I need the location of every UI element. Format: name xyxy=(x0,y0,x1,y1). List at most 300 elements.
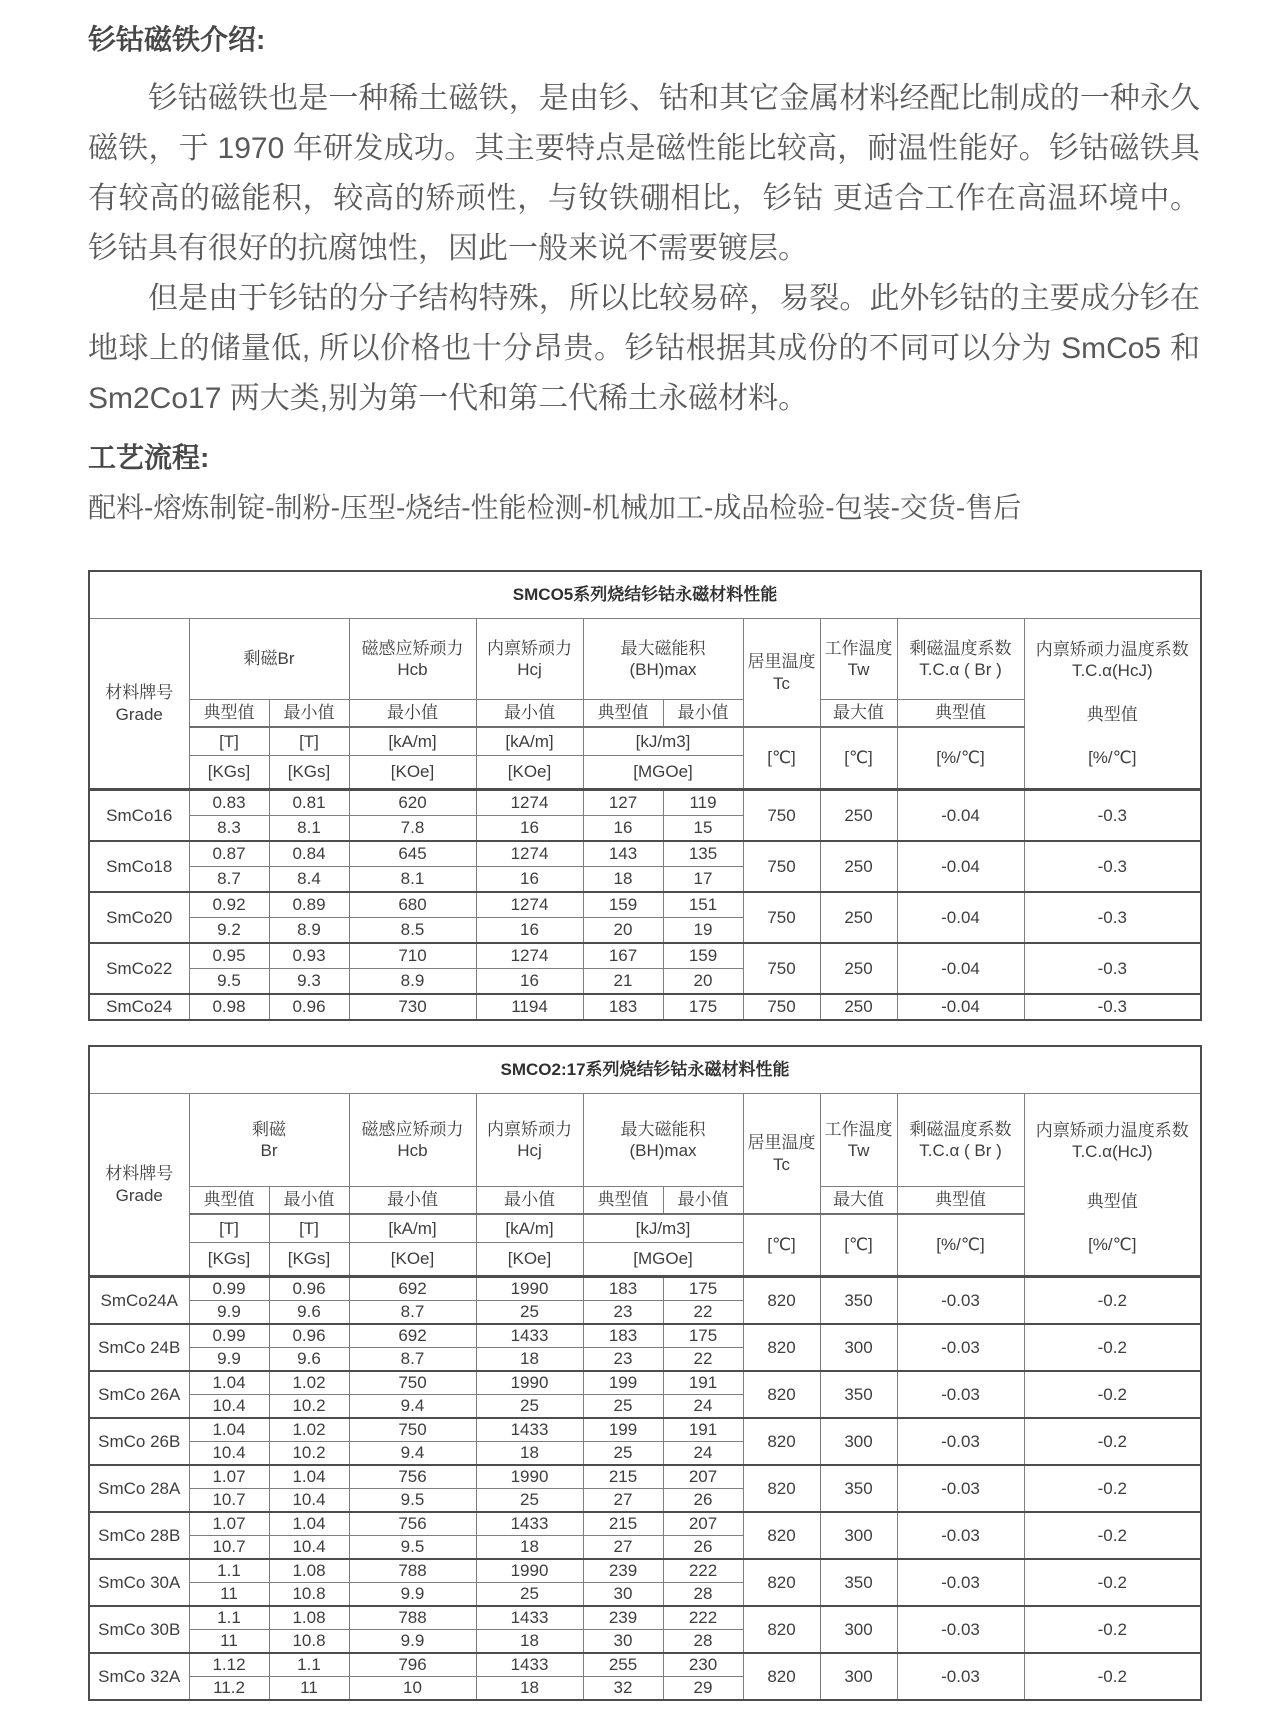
performance-table xyxy=(88,570,1202,1021)
grade-header-cell xyxy=(89,1094,189,1277)
unit-cell: [℃] xyxy=(743,1214,820,1277)
unit-cell: [T] xyxy=(269,1214,349,1243)
document-page xyxy=(88,0,1200,1701)
value-cell: 788 xyxy=(349,1606,476,1630)
value-cell: 1.04 xyxy=(269,1465,349,1489)
unit-cell: [T] xyxy=(189,727,269,756)
smco217-performance-table xyxy=(88,1045,1200,1701)
value-cell: 0.83 xyxy=(189,790,269,816)
tca-br-value-cell: -0.03 xyxy=(897,1277,1024,1325)
value-cell: 28 xyxy=(663,1630,743,1654)
tca-br-value-cell: -0.03 xyxy=(897,1371,1024,1418)
value-cell: 207 xyxy=(663,1465,743,1489)
value-cell: 230 xyxy=(663,1653,743,1677)
value-cell: 23 xyxy=(583,1301,663,1325)
value-cell: 16 xyxy=(583,816,663,842)
unit-cell: [℃] xyxy=(820,727,897,790)
value-cell: 167 xyxy=(583,943,663,969)
value-cell: 199 xyxy=(583,1418,663,1442)
tca-br-value-cell: -0.03 xyxy=(897,1653,1024,1700)
unit-cell: [KOe] xyxy=(349,1243,476,1277)
value-cell: 25 xyxy=(583,1395,663,1419)
intro-paragraph-2: 但是由于钐钴的分子结构特殊，所以比较易碎，易裂。此外钐钴的主要成分钐在地球上的储量低, 所以价格也十分昂贵。钐钴根据其成份的不同可以分为 SmCo5 和 Sm2Co17 两大类,别为第一代和第二代稀土永磁材料。 xyxy=(88,282,1200,415)
value-cell: 620 xyxy=(349,790,476,816)
sub-header-cell: 最小值 xyxy=(476,700,583,728)
header-text: 材料牌号 Grade xyxy=(105,683,174,724)
header-hcb: 磁感应矫顽力 Hcb xyxy=(349,619,476,700)
value-cell: 750 xyxy=(349,1371,476,1395)
value-cell: 207 xyxy=(663,1512,743,1536)
header-text: [%/℃] xyxy=(1088,748,1137,768)
value-cell: 10.4 xyxy=(189,1442,269,1466)
tc-value-cell: 820 xyxy=(743,1418,820,1465)
value-cell: 0.95 xyxy=(189,943,269,969)
value-cell: 26 xyxy=(663,1489,743,1513)
value-cell: 1990 xyxy=(476,1371,583,1395)
value-cell: 1.02 xyxy=(269,1418,349,1442)
process-flow-text: 配料-熔炼制锭-制粉-压型-烧结-性能检测-机械加工-成品检验-包装-交货-售后 xyxy=(88,492,1022,523)
value-cell: 18 xyxy=(476,1348,583,1372)
value-cell: 18 xyxy=(583,867,663,893)
value-cell: 11.2 xyxy=(189,1677,269,1701)
value-cell: 692 xyxy=(349,1324,476,1348)
value-cell: 239 xyxy=(583,1559,663,1583)
value-cell: 9.6 xyxy=(269,1348,349,1372)
tc-value-cell: 750 xyxy=(743,994,820,1020)
performance-table xyxy=(88,1045,1202,1701)
tw-value-cell: 250 xyxy=(820,841,897,892)
tw-value-cell: 250 xyxy=(820,892,897,943)
sub-header-cell: 最小值 xyxy=(349,1187,476,1215)
value-cell: 26 xyxy=(663,1536,743,1560)
value-cell: 1.04 xyxy=(189,1371,269,1395)
value-cell: 27 xyxy=(583,1536,663,1560)
value-cell: 9.4 xyxy=(349,1395,476,1419)
grade-cell: SmCo 28B xyxy=(89,1512,189,1559)
value-cell: 215 xyxy=(583,1465,663,1489)
tw-value-cell: 350 xyxy=(820,1465,897,1512)
value-cell: 25 xyxy=(476,1489,583,1513)
value-cell: 25 xyxy=(476,1583,583,1607)
value-cell: 10.7 xyxy=(189,1489,269,1513)
value-cell: 0.98 xyxy=(189,994,269,1020)
value-cell: 19 xyxy=(663,918,743,944)
sub-header-cell: 典型值 xyxy=(897,700,1024,728)
value-cell: 0.96 xyxy=(269,1277,349,1301)
value-cell: 0.89 xyxy=(269,892,349,918)
unit-cell: [KOe] xyxy=(476,756,583,790)
tca-br-value-cell: -0.04 xyxy=(897,943,1024,994)
value-cell: 199 xyxy=(583,1371,663,1395)
tc-value-cell: 820 xyxy=(743,1324,820,1371)
value-cell: 21 xyxy=(583,969,663,995)
header-tca-br: 剩磁温度系数 T.C.α ( Br ) xyxy=(897,1094,1024,1187)
value-cell: 0.92 xyxy=(189,892,269,918)
value-cell: 0.93 xyxy=(269,943,349,969)
value-cell: 1.1 xyxy=(269,1653,349,1677)
value-cell: 788 xyxy=(349,1559,476,1583)
value-cell: 9.9 xyxy=(189,1348,269,1372)
value-cell: 159 xyxy=(583,892,663,918)
value-cell: 25 xyxy=(476,1395,583,1419)
tca-hcj-value-cell: -0.2 xyxy=(1024,1277,1201,1325)
grade-cell: SmCo 28A xyxy=(89,1465,189,1512)
value-cell: 1433 xyxy=(476,1418,583,1442)
value-cell: 191 xyxy=(663,1371,743,1395)
value-cell: 1274 xyxy=(476,841,583,867)
unit-cell: [kA/m] xyxy=(476,727,583,756)
value-cell: 9.6 xyxy=(269,1301,349,1325)
grade-cell: SmCo20 xyxy=(89,892,189,943)
unit-cell: [kJ/m3] xyxy=(583,1214,743,1243)
value-cell: 10.4 xyxy=(189,1395,269,1419)
value-cell: 10.4 xyxy=(269,1536,349,1560)
grade-cell: SmCo22 xyxy=(89,943,189,994)
header-bhmax: 最大磁能积 (BH)max xyxy=(583,619,743,700)
unit-cell: [℃] xyxy=(820,1214,897,1277)
value-cell: 32 xyxy=(583,1677,663,1701)
value-cell: 159 xyxy=(663,943,743,969)
value-cell: 28 xyxy=(663,1583,743,1607)
grade-cell: SmCo16 xyxy=(89,790,189,842)
value-cell: 8.5 xyxy=(349,918,476,944)
value-cell: 30 xyxy=(583,1630,663,1654)
value-cell: 24 xyxy=(663,1442,743,1466)
value-cell: 183 xyxy=(583,1324,663,1348)
tc-value-cell: 820 xyxy=(743,1371,820,1418)
tw-value-cell: 250 xyxy=(820,943,897,994)
value-cell: 0.81 xyxy=(269,790,349,816)
value-cell: 10.4 xyxy=(269,1489,349,1513)
value-cell: 9.4 xyxy=(349,1442,476,1466)
value-cell: 1433 xyxy=(476,1512,583,1536)
value-cell: 710 xyxy=(349,943,476,969)
value-cell: 27 xyxy=(583,1489,663,1513)
value-cell: 10.7 xyxy=(189,1536,269,1560)
tca-br-value-cell: -0.03 xyxy=(897,1559,1024,1606)
header-tc: 居里温度 Tc xyxy=(743,619,820,728)
header-hcj: 内禀矫顽力 Hcj xyxy=(476,1094,583,1187)
value-cell: 1.08 xyxy=(269,1559,349,1583)
value-cell: 1.12 xyxy=(189,1653,269,1677)
tca-br-value-cell: -0.04 xyxy=(897,892,1024,943)
header-text: 内禀矫顽力温度系数 T.C.α(HcJ) xyxy=(1035,639,1189,680)
grade-cell: SmCo 30B xyxy=(89,1606,189,1653)
value-cell: 10.8 xyxy=(269,1630,349,1654)
value-cell: 9.5 xyxy=(349,1536,476,1560)
value-cell: 8.1 xyxy=(349,867,476,893)
grade-cell: SmCo 26A xyxy=(89,1371,189,1418)
tc-value-cell: 750 xyxy=(743,943,820,994)
value-cell: 215 xyxy=(583,1512,663,1536)
value-cell: 0.99 xyxy=(189,1277,269,1301)
value-cell: 1274 xyxy=(476,790,583,816)
value-cell: 1.1 xyxy=(189,1559,269,1583)
value-cell: 8.4 xyxy=(269,867,349,893)
header-bhmax: 最大磁能积 (BH)max xyxy=(583,1094,743,1187)
header-text: 典型值 xyxy=(1086,704,1138,724)
value-cell: 796 xyxy=(349,1653,476,1677)
header-br: 剩磁 Br xyxy=(189,1094,349,1187)
header-text: 典型值 xyxy=(1086,1191,1138,1211)
sub-header-cell: 最小值 xyxy=(663,700,743,728)
tca-hcj-value-cell: -0.2 xyxy=(1024,1512,1201,1559)
value-cell: 1990 xyxy=(476,1277,583,1301)
header-tc: 居里温度 Tc xyxy=(743,1094,820,1215)
tc-value-cell: 820 xyxy=(743,1606,820,1653)
value-cell: 29 xyxy=(663,1677,743,1701)
tw-value-cell: 300 xyxy=(820,1606,897,1653)
value-cell: 11 xyxy=(189,1583,269,1607)
tca-hcj-value-cell: -0.3 xyxy=(1024,892,1201,943)
value-cell: 18 xyxy=(476,1442,583,1466)
value-cell: 183 xyxy=(583,994,663,1020)
value-cell: 1.04 xyxy=(269,1512,349,1536)
value-cell: 239 xyxy=(583,1606,663,1630)
tca-hcj-value-cell: -0.2 xyxy=(1024,1465,1201,1512)
value-cell: 18 xyxy=(476,1630,583,1654)
tca-br-value-cell: -0.03 xyxy=(897,1418,1024,1465)
value-cell: 1990 xyxy=(476,1465,583,1489)
value-cell: 175 xyxy=(663,994,743,1020)
grade-header-cell xyxy=(89,619,189,790)
value-cell: 143 xyxy=(583,841,663,867)
value-cell: 0.96 xyxy=(269,994,349,1020)
value-cell: 9.9 xyxy=(189,1301,269,1325)
sub-header-cell: 最小值 xyxy=(349,700,476,728)
tca-hcj-value-cell: -0.3 xyxy=(1024,790,1201,842)
value-cell: 680 xyxy=(349,892,476,918)
table-title: SMCO5系列烧结钐钴永磁材料性能 xyxy=(89,571,1201,619)
grade-cell: SmCo 32A xyxy=(89,1653,189,1700)
unit-cell: [KGs] xyxy=(269,756,349,790)
tc-value-cell: 750 xyxy=(743,892,820,943)
unit-cell: [T] xyxy=(269,727,349,756)
header-text: 内禀矫顽力温度系数 T.C.α(HcJ) xyxy=(1035,1120,1189,1161)
unit-cell: [KGs] xyxy=(189,756,269,790)
tw-value-cell: 350 xyxy=(820,1559,897,1606)
value-cell: 20 xyxy=(663,969,743,995)
value-cell: 1.04 xyxy=(189,1418,269,1442)
unit-cell: [%/℃] xyxy=(897,727,1024,790)
sub-header-cell: 最小值 xyxy=(663,1187,743,1215)
sub-header-cell: 最大值 xyxy=(820,700,897,728)
value-cell: 25 xyxy=(476,1301,583,1325)
value-cell: 8.7 xyxy=(189,867,269,893)
value-cell: 9.3 xyxy=(269,969,349,995)
unit-cell: [kA/m] xyxy=(349,727,476,756)
tca-hcj-value-cell: -0.2 xyxy=(1024,1653,1201,1700)
unit-cell: [%/℃] xyxy=(897,1214,1024,1277)
value-cell: 1433 xyxy=(476,1606,583,1630)
tc-value-cell: 820 xyxy=(743,1512,820,1559)
value-cell: 9.5 xyxy=(189,969,269,995)
value-cell: 16 xyxy=(476,816,583,842)
value-cell: 8.9 xyxy=(269,918,349,944)
value-cell: 645 xyxy=(349,841,476,867)
header-hcb: 磁感应矫顽力 Hcb xyxy=(349,1094,476,1187)
unit-cell: [KOe] xyxy=(476,1243,583,1277)
tc-value-cell: 820 xyxy=(743,1559,820,1606)
value-cell: 7.8 xyxy=(349,816,476,842)
grade-cell: SmCo 24B xyxy=(89,1324,189,1371)
value-cell: 255 xyxy=(583,1653,663,1677)
value-cell: 22 xyxy=(663,1348,743,1372)
grade-cell: SmCo 30A xyxy=(89,1559,189,1606)
value-cell: 30 xyxy=(583,1583,663,1607)
grade-cell: SmCo24A xyxy=(89,1277,189,1325)
header-tca-hcj xyxy=(1024,619,1201,790)
tca-hcj-value-cell: -0.2 xyxy=(1024,1324,1201,1371)
unit-cell: [kA/m] xyxy=(349,1214,476,1243)
value-cell: 17 xyxy=(663,867,743,893)
tc-value-cell: 750 xyxy=(743,790,820,842)
value-cell: 0.99 xyxy=(189,1324,269,1348)
unit-cell: [MGOe] xyxy=(583,1243,743,1277)
tw-value-cell: 250 xyxy=(820,994,897,1020)
unit-cell: [KGs] xyxy=(189,1243,269,1277)
value-cell: 191 xyxy=(663,1418,743,1442)
tca-br-value-cell: -0.03 xyxy=(897,1606,1024,1653)
value-cell: 1433 xyxy=(476,1653,583,1677)
value-cell: 222 xyxy=(663,1559,743,1583)
value-cell: 1990 xyxy=(476,1559,583,1583)
grade-cell: SmCo18 xyxy=(89,841,189,892)
value-cell: 0.96 xyxy=(269,1324,349,1348)
process-heading: 工艺流程: xyxy=(88,442,210,473)
value-cell: 8.3 xyxy=(189,816,269,842)
header-text: 材料牌号 Grade xyxy=(105,1164,174,1205)
header-text: [%/℃] xyxy=(1088,1235,1137,1255)
value-cell: 1433 xyxy=(476,1324,583,1348)
value-cell: 9.9 xyxy=(349,1630,476,1654)
tca-br-value-cell: -0.04 xyxy=(897,994,1024,1020)
value-cell: 23 xyxy=(583,1348,663,1372)
value-cell: 750 xyxy=(349,1418,476,1442)
value-cell: 0.84 xyxy=(269,841,349,867)
unit-cell: [kA/m] xyxy=(476,1214,583,1243)
table-title: SMCO2:17系列烧结钐钴永磁材料性能 xyxy=(89,1046,1201,1094)
value-cell: 18 xyxy=(476,1536,583,1560)
value-cell: 127 xyxy=(583,790,663,816)
value-cell: 9.2 xyxy=(189,918,269,944)
value-cell: 18 xyxy=(476,1677,583,1701)
tca-hcj-value-cell: -0.3 xyxy=(1024,841,1201,892)
unit-cell: [MGOe] xyxy=(583,756,743,790)
sub-header-cell: 最大值 xyxy=(820,1187,897,1215)
unit-cell: [KGs] xyxy=(269,1243,349,1277)
value-cell: 175 xyxy=(663,1324,743,1348)
value-cell: 16 xyxy=(476,918,583,944)
header-tw: 工作温度 Tw xyxy=(820,1094,897,1187)
value-cell: 8.7 xyxy=(349,1301,476,1325)
value-cell: 16 xyxy=(476,867,583,893)
value-cell: 10.2 xyxy=(269,1395,349,1419)
smco5-performance-table xyxy=(88,570,1200,1021)
header-tw: 工作温度 Tw xyxy=(820,619,897,700)
sub-header-cell: 最小值 xyxy=(269,1187,349,1215)
tc-value-cell: 820 xyxy=(743,1465,820,1512)
value-cell: 11 xyxy=(269,1677,349,1701)
intro-heading: 钐钴磁铁介绍: xyxy=(88,24,266,55)
tca-hcj-value-cell: -0.2 xyxy=(1024,1559,1201,1606)
tw-value-cell: 300 xyxy=(820,1653,897,1700)
sub-header-cell: 最小值 xyxy=(476,1187,583,1215)
sub-header-cell: 典型值 xyxy=(189,700,269,728)
tw-value-cell: 300 xyxy=(820,1512,897,1559)
value-cell: 10 xyxy=(349,1677,476,1701)
tca-hcj-value-cell: -0.2 xyxy=(1024,1371,1201,1418)
header-br: 剩磁Br xyxy=(189,619,349,700)
value-cell: 8.1 xyxy=(269,816,349,842)
tw-value-cell: 350 xyxy=(820,1277,897,1325)
value-cell: 25 xyxy=(583,1442,663,1466)
unit-cell: [KOe] xyxy=(349,756,476,790)
value-cell: 9.9 xyxy=(349,1583,476,1607)
sub-header-cell: 典型值 xyxy=(897,1187,1024,1215)
value-cell: 1274 xyxy=(476,892,583,918)
header-tca-br: 剩磁温度系数 T.C.α ( Br ) xyxy=(897,619,1024,700)
value-cell: 11 xyxy=(189,1630,269,1654)
grade-cell: SmCo 26B xyxy=(89,1418,189,1465)
value-cell: 730 xyxy=(349,994,476,1020)
tca-hcj-value-cell: -0.2 xyxy=(1024,1418,1201,1465)
value-cell: 20 xyxy=(583,918,663,944)
tca-hcj-value-cell: -0.3 xyxy=(1024,994,1201,1020)
value-cell: 8.9 xyxy=(349,969,476,995)
sub-header-cell: 典型值 xyxy=(583,1187,663,1215)
value-cell: 1194 xyxy=(476,994,583,1020)
value-cell: 10.8 xyxy=(269,1583,349,1607)
value-cell: 22 xyxy=(663,1301,743,1325)
value-cell: 0.87 xyxy=(189,841,269,867)
value-cell: 119 xyxy=(663,790,743,816)
value-cell: 24 xyxy=(663,1395,743,1419)
value-cell: 183 xyxy=(583,1277,663,1301)
value-cell: 9.5 xyxy=(349,1489,476,1513)
tw-value-cell: 300 xyxy=(820,1418,897,1465)
value-cell: 756 xyxy=(349,1512,476,1536)
value-cell: 1.07 xyxy=(189,1512,269,1536)
unit-cell: [℃] xyxy=(743,727,820,790)
value-cell: 1.1 xyxy=(189,1606,269,1630)
tca-br-value-cell: -0.03 xyxy=(897,1512,1024,1559)
value-cell: 1.08 xyxy=(269,1606,349,1630)
value-cell: 135 xyxy=(663,841,743,867)
unit-cell: [T] xyxy=(189,1214,269,1243)
value-cell: 692 xyxy=(349,1277,476,1301)
tw-value-cell: 350 xyxy=(820,1371,897,1418)
value-cell: 222 xyxy=(663,1606,743,1630)
tca-hcj-value-cell: -0.2 xyxy=(1024,1606,1201,1653)
value-cell: 1.02 xyxy=(269,1371,349,1395)
tca-br-value-cell: -0.04 xyxy=(897,790,1024,842)
tc-value-cell: 820 xyxy=(743,1277,820,1325)
sub-header-cell: 最小值 xyxy=(269,700,349,728)
value-cell: 1.07 xyxy=(189,1465,269,1489)
value-cell: 8.7 xyxy=(349,1348,476,1372)
value-cell: 151 xyxy=(663,892,743,918)
sub-header-cell: 典型值 xyxy=(583,700,663,728)
header-hcj: 内禀矫顽力 Hcj xyxy=(476,619,583,700)
value-cell: 175 xyxy=(663,1277,743,1301)
tw-value-cell: 300 xyxy=(820,1324,897,1371)
value-cell: 15 xyxy=(663,816,743,842)
tc-value-cell: 750 xyxy=(743,841,820,892)
intro-paragraph-1: 钐钴磁铁也是一种稀土磁铁，是由钐、钴和其它金属材料经配比制成的一种永久磁铁，于 1970 年研发成功。其主要特点是磁性能比较高，耐温性能好。钐钴磁铁具有较高的磁能积，较高的矫顽性，与钕铁硼相比，钐钴 更适合工作在高温环境中。钐钴具有很好的抗腐蚀性，因此一般来说不需要镀层。 xyxy=(88,82,1200,265)
value-cell: 1274 xyxy=(476,943,583,969)
header-tca-hcj xyxy=(1024,1094,1201,1277)
